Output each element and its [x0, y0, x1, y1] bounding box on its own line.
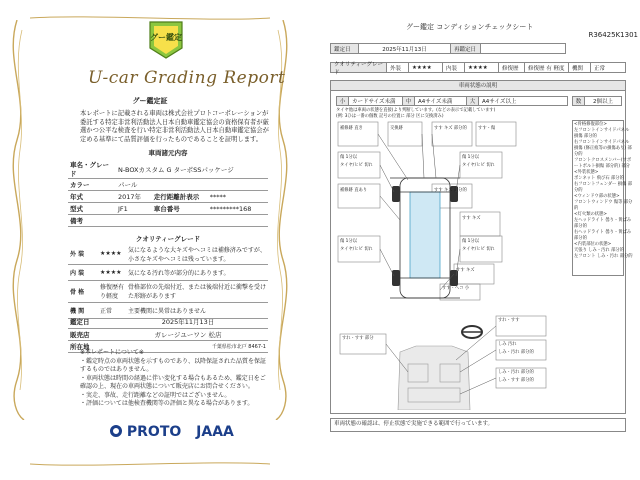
table-row: [68, 316, 268, 328]
count-label: 数: [573, 97, 585, 105]
legend-line: 右フロントインサイドパネル 損傷 (修正痕等の損傷あり) 部分的: [574, 140, 632, 157]
footer-value: ガレージユーワン 松店: [108, 328, 268, 340]
legend-line: <外装状態>: [574, 170, 599, 175]
engine-value: 正常: [594, 65, 606, 72]
legend-line: <内装部位の状態>: [574, 242, 612, 247]
appraisal-footer-table: [68, 316, 268, 353]
proto-logo: PROTO: [126, 424, 182, 440]
diagram-label: タイヤ/ヒビ 切れ: [340, 163, 373, 168]
condition-title: 車両状態の説明: [330, 80, 626, 91]
legend-line: 右フロントフェンダー 損傷 部分的: [574, 182, 633, 193]
certificate-intro: 本レポートに記載される車両は株式会社プロトコーポレーションが委託する特定非営利活動法人日本自動車鑑定協会の資格保有者が厳選かつ公平な検査を行い特定非営利活動法人日本自動車鑑定協会が定める基準にて品質評価を行ったものであることを証明します。: [80, 110, 269, 143]
size-small-desc: カードサイズ未満: [349, 97, 403, 105]
quality-label: 骨 格: [68, 280, 98, 302]
diagram-label: 交換跡: [390, 126, 403, 131]
diagram-label: すす キズ: [462, 216, 481, 221]
condition-check-sheet: [320, 0, 638, 480]
quality-stars: 正常: [98, 302, 126, 318]
footer-note: 車両状態の確認は、停止状態で実施できる範囲で行っています。: [334, 421, 494, 427]
vehicle-info-table: [68, 160, 268, 227]
size-large-desc: A4サイズ以上: [482, 99, 517, 105]
diagram-label: すす キズ 部分的: [434, 126, 467, 131]
table-row: [68, 264, 268, 280]
note-line: ・鑑定時点の車両状態を示すものであり、以降保証された品質を保証するものではありません。: [80, 357, 267, 373]
interior-stars: ★★★★: [465, 63, 499, 72]
jaaa-logo: JAAA: [196, 424, 234, 440]
quality-text: 主要機関に異常はありません: [126, 302, 268, 318]
diagram-label: タイヤ/ヒビ 切れ: [462, 247, 495, 252]
badge-text: グー鑑定: [150, 33, 182, 42]
table-row: [68, 215, 268, 227]
diagram-label: すす・へコ 小: [442, 286, 470, 291]
diagram-label: すす キズ 部分的: [434, 188, 467, 193]
footer-value: 2025年11月13日: [108, 316, 268, 328]
vehicle-label: 型式: [68, 203, 116, 215]
exterior-stars: ★★★★: [409, 63, 443, 72]
legend-line: <骨格修復部位>: [574, 122, 607, 127]
diagram-label: しみ・汚れ 部分的: [498, 370, 534, 375]
diagram-label: 傷 1分以: [340, 155, 357, 160]
report-notes: [80, 349, 270, 409]
table-row: [68, 191, 268, 203]
quality-label: 内 装: [68, 264, 98, 280]
size-small-label: 小: [337, 97, 349, 105]
diagram-label: しみ・汚れ 部分的: [498, 350, 534, 355]
count-legend: [572, 96, 622, 106]
date-value: 2025年11月13日: [359, 44, 451, 53]
quality-section-title: クオリティーグレード: [135, 235, 201, 243]
count-value: 2個以上: [593, 99, 613, 105]
vehicle-label: 車名・グレード: [68, 160, 116, 179]
quality-label: 外 装: [68, 244, 98, 264]
table-row: [68, 280, 268, 302]
footer-label: 所在地: [68, 340, 108, 352]
steering-wheel-icon: [462, 326, 482, 338]
diagram-note: タイヤ他は車両の状態を直接(より判断しています。(などの表示で記載しています): [336, 108, 496, 113]
diagram-label: すす キズ: [456, 268, 475, 273]
legend-line: 左ヘッドライト 曇り・黄ばみ 部分的: [574, 218, 632, 229]
diagram-label: 傷 1分以: [462, 155, 479, 160]
table-row: [68, 160, 268, 179]
table-row: [68, 203, 268, 215]
legend-line: 天張り しみ・汚れ 部分的: [574, 248, 624, 253]
vehicle-label: 走行距離計表示: [152, 191, 208, 203]
logo-row: [110, 424, 234, 440]
quality-text: 気になる汚れ等が部分的にあります。: [126, 264, 268, 280]
diagram-note-2: (例: 3ひは一番の個数 記号の位置に 部分 区に交換済み): [336, 114, 444, 119]
date-label: 鑑定日: [331, 44, 359, 53]
diagram-label: タイヤ/ヒビ 切れ: [462, 163, 495, 168]
quality-label: クオリティーグレード: [331, 63, 387, 72]
quality-grade-table: [68, 244, 268, 319]
vehicle-value: [116, 215, 268, 227]
size-legend-row: [336, 96, 568, 106]
quality-stars: ★★★★: [98, 264, 126, 280]
diagram-label: しみ 汚れ: [498, 342, 517, 347]
repair-value: 修復歴 有 軽度: [525, 63, 569, 72]
table-row: [68, 244, 268, 264]
diagram-label: 傷 1分以: [340, 239, 357, 244]
diagram-label: すす・傷: [478, 126, 496, 131]
vehicle-value: N-BOXカスタム G ターボSSパッケージ: [116, 160, 268, 179]
vehicle-value: *****: [208, 191, 268, 203]
quality-stars: 修復歴有り軽度: [98, 280, 126, 302]
footer-label: 鑑定日: [68, 316, 108, 328]
date-row: [330, 43, 566, 54]
vehicle-value: パール: [116, 179, 268, 191]
ornament-left-decoration: [4, 20, 30, 420]
report-title: U-car Grading Report: [88, 68, 286, 88]
vehicle-value: JF1: [116, 203, 152, 215]
legend-line: 左フロント しみ・汚れ 部分的: [574, 254, 633, 259]
sheet-title: グー鑑定 コンディションチェックシート: [406, 23, 534, 31]
note-line: ・車両状態は時間の経過に伴い変化する場合もあるため、鑑定日をご確認の上、現在の車両状態について販売店にお問合せください。: [80, 374, 266, 390]
diagram-label: 補修跡 直き: [340, 126, 363, 131]
diagram-label: タイヤ/ヒビ 切れ: [340, 247, 373, 252]
legend-line: フロントクロスメンバー(サポートボルト損傷 部分的) 部分: [574, 158, 632, 169]
interior-label: 内装: [443, 63, 465, 72]
footer-value: 千葉県松市北戸 8467-1: [108, 340, 268, 352]
ornament-bottom-decoration: [30, 460, 270, 468]
repair-label: 修復歴: [499, 63, 525, 72]
legend-line: <灯火類の状態>: [574, 212, 607, 217]
legend-line: 右ヘッドライト 曇り・黄ばみ 部分的: [574, 230, 632, 241]
quality-row: [330, 61, 626, 76]
exterior-label: 外装: [387, 63, 409, 72]
quality-text: 気になるような大キズやヘコミは補修済みですが、小さなキズやヘコミは残っています。: [126, 244, 268, 264]
vehicle-value: *********168: [208, 203, 268, 215]
document-id: R36425K1301: [588, 31, 638, 39]
size-mid-label: 中: [403, 97, 415, 105]
diagram-label: すれ・すす: [498, 318, 520, 323]
size-large-label: 大: [467, 97, 479, 105]
diagram-label: すれ・すす 部分: [342, 336, 374, 341]
vehicle-label: 備考: [68, 215, 116, 227]
vehicle-section-title: 車両諸元内容: [148, 149, 188, 157]
damage-legend: [574, 122, 634, 260]
reappraisal-value: [481, 44, 565, 53]
quality-label: 機 関: [68, 302, 98, 318]
certificate-subtitle: グー鑑定証: [132, 97, 168, 105]
reappraisal-label: 再鑑定日: [451, 44, 481, 53]
diagram-label: 傷 1分以: [462, 239, 479, 244]
grading-certificate: [0, 0, 300, 480]
vehicle-label: カラー: [68, 179, 116, 191]
table-row: [68, 179, 268, 191]
legend-line: フロントウィンドウ 傷等 部分的: [574, 200, 633, 211]
vehicle-label: 車台番号: [152, 203, 208, 215]
note-line: ・実走、事故、走行距離などの証明ではございません。: [80, 391, 231, 399]
table-row: [68, 328, 268, 340]
vehicle-label: 年式: [68, 191, 116, 203]
quality-stars: ★★★★: [98, 244, 126, 264]
footer-label: 販売店: [68, 328, 108, 340]
diagram-label: しみ・すす 部分的: [498, 378, 534, 383]
size-mid-desc: A4サイズ未満: [415, 97, 467, 105]
diagram-label: 補修跡 直あり: [340, 188, 368, 193]
engine-label: 機関: [569, 63, 591, 72]
legend-line: 左フロントインサイドパネル 損傷 部分的: [574, 128, 630, 139]
goo-appraisal-badge-icon: [148, 20, 184, 60]
quality-text: 骨格部位の先端付近、または後端付近に衝撃を受けた形跡があります: [126, 280, 268, 302]
legend-line: ボンネット 飛び石 部分的: [574, 176, 624, 181]
note-line: ・評価については他検査機関等の評価と異なる場合があります。: [80, 400, 254, 407]
legend-line: <ウィンドウ部の状態>: [574, 194, 620, 199]
proto-logo-icon: [110, 425, 122, 437]
notes-title: ※本レポートについて※: [80, 349, 144, 356]
vehicle-value: 2017年: [116, 191, 152, 203]
